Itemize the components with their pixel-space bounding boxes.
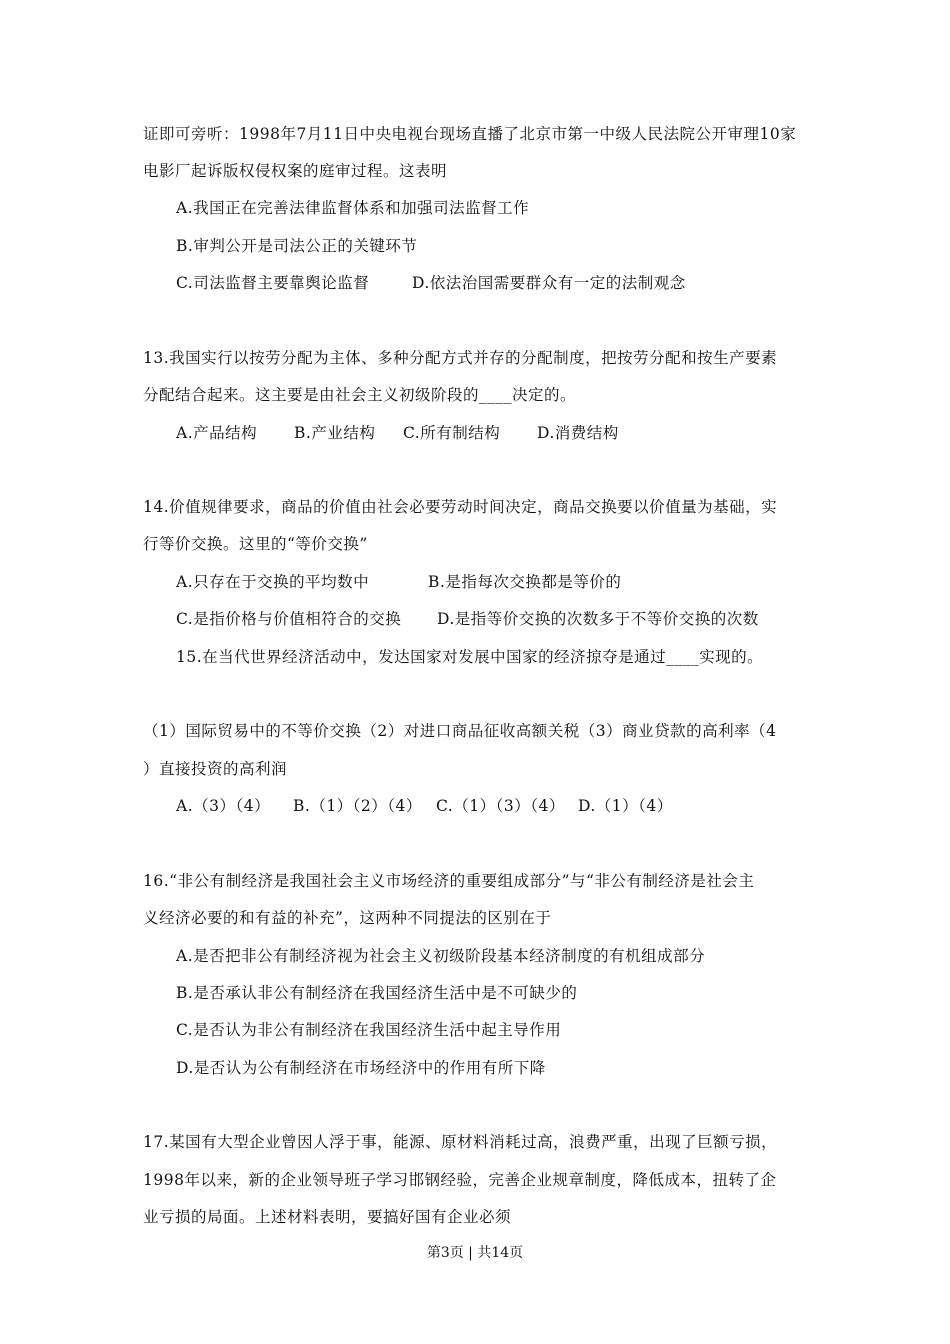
q15-stem: 15.在当代世界经济活动中，发达国家对发展中国家的经济掠夺是通过____实现的。 (176, 648, 764, 666)
q16-option-c: C.是否认为非公有制经济在我国经济生活中起主导作用 (176, 1021, 562, 1039)
q15-option-a: A.（3）（4） (176, 797, 271, 815)
q17-stem-line3: 业亏损的局面。上述材料表明，要搞好国有企业必须 (143, 1208, 512, 1226)
q14-option-c: C.是指价格与价值相符合的交换 (176, 610, 402, 628)
q13-option-b: B.产业结构 (294, 424, 376, 442)
q12-option-d: D.依法治国需要群众有一定的法制观念 (412, 274, 686, 292)
q16-stem-line2: 义经济必要的和有益的补充”，这两种不同提法的区别在于 (143, 909, 552, 927)
q13-stem-line1: 13.我国实行以按劳分配为主体、多种分配方式并存的分配制度，把按劳分配和按生产要素 (143, 349, 778, 367)
q15-option-d: D.（1）（4） (578, 797, 673, 815)
q13-option-d: D.消费结构 (537, 424, 619, 442)
q14-stem-line2: 行等价交换。这里的“等价交换” (143, 535, 368, 553)
page-footer: 第3页 | 共14页 (426, 1245, 524, 1261)
q14-option-d: D.是指等价交换的次数多于不等价交换的次数 (437, 610, 759, 628)
q14-stem-line1: 14.价值规律要求，商品的价值由社会必要劳动时间决定，商品交换要以价值量为基础，实 (143, 498, 778, 516)
q12-option-c: C.司法监督主要靠舆论监督 (176, 274, 370, 292)
q12-stem-line1: 证即可旁听：1998年7月11日中央电视台现场直播了北京市第一中级人民法院公开审理10家 (143, 125, 797, 143)
q14-option-a: A.只存在于交换的平均数中 (176, 573, 370, 591)
q12-stem-line2: 电影厂起诉版权侵权案的庭审过程。这表明 (143, 162, 448, 180)
q17-stem-line2: 1998年以来，新的企业领导班子学习邯钢经验，完善企业规章制度，降低成本，扭转了企 (143, 1171, 777, 1189)
q15-items-line2: ）直接投资的高利润 (143, 760, 288, 778)
q16-option-b: B.是否承认非公有制经济在我国经济生活中是不可缺少的 (176, 984, 578, 1002)
q17-stem-line1: 17.某国有大型企业曾因人浮于事，能源、原材料消耗过高，浪费严重，出现了巨额亏损， (143, 1133, 778, 1151)
q14-option-b: B.是指每次交换都是等价的 (428, 573, 622, 591)
q13-option-a: A.产品结构 (176, 424, 258, 442)
q13-stem-line2: 分配结合起来。这主要是由社会主义初级阶段的____决定的。 (143, 386, 577, 404)
q15-option-b: B.（1）（2）（4） (293, 797, 422, 815)
q13-option-c: C.所有制结构 (403, 424, 501, 442)
q16-option-a: A.是否把非公有制经济视为社会主义初级阶段基本经济制度的有机组成部分 (176, 947, 706, 965)
q16-stem-line1: 16.“非公有制经济是我国社会主义市场经济的重要组成部分”与“非公有制经济是社会主 (143, 872, 755, 890)
q16-option-d: D.是否认为公有制经济在市场经济中的作用有所下降 (176, 1059, 546, 1077)
q12-option-a: A.我国正在完善法律监督体系和加强司法监督工作 (176, 199, 530, 217)
q12-option-b: B.审判公开是司法公正的关键环节 (176, 237, 418, 255)
q15-option-c: C.（1）（3）（4） (436, 797, 565, 815)
q15-items-line1: （1）国际贸易中的不等价交换（2）对进口商品征收高额关税（3）商业贷款的高利率（4 (143, 722, 777, 740)
